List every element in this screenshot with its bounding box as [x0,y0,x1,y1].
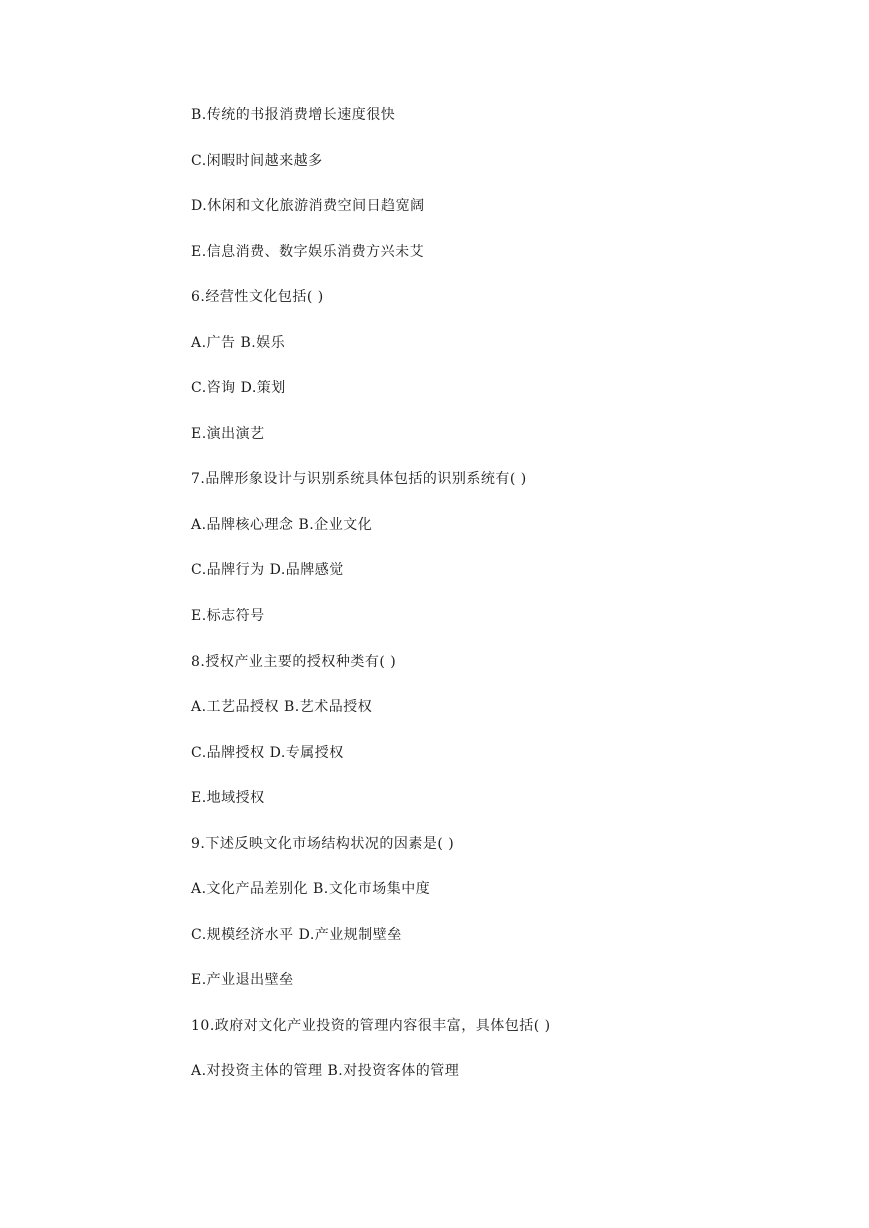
option-line: E.地域授权 [191,790,265,807]
option-line: E.信息消费、数字娱乐消费方兴未艾 [191,243,425,260]
option-line: C.咨询 D.策划 [191,380,286,397]
question-line: 9.下述反映文化市场结构状况的因素是( ) [191,835,455,852]
option-line: C.品牌行为 D.品牌感觉 [191,562,344,579]
document-body [191,104,831,1106]
option-line: E.演出演艺 [191,425,265,442]
option-line: E.标志符号 [191,608,265,625]
question-line: 7.品牌形象设计与识别系统具体包括的识别系统有( ) [191,471,527,488]
option-line: A.文化产品差别化 B.文化市场集中度 [191,881,431,898]
option-line: C.品牌授权 D.专属授权 [191,744,344,761]
option-line: C.闲暇时间越来越多 [191,152,323,169]
option-line: B.传统的书报消费增长速度很快 [191,107,396,123]
option-line: A.广告 B.娱乐 [191,334,286,351]
question-line: 10.政府对文化产业投资的管理内容很丰富，具体包括( ) [191,1017,551,1034]
option-line: C.规模经济水平 D.产业规制壁垒 [191,926,402,943]
option-line: A.品牌核心理念 B.企业文化 [191,516,373,533]
question-line: 8.授权产业主要的授权种类有( ) [191,653,397,670]
question-line: 6.经营性文化包括( ) [191,289,324,306]
option-line: E.产业退出壁垒 [191,972,294,989]
option-line: D.休闲和文化旅游消费空间日趋宽阔 [191,198,425,215]
option-line: A.对投资主体的管理 B.对投资客体的管理 [191,1063,460,1080]
option-line: A.工艺品授权 B.艺术品授权 [191,699,373,716]
